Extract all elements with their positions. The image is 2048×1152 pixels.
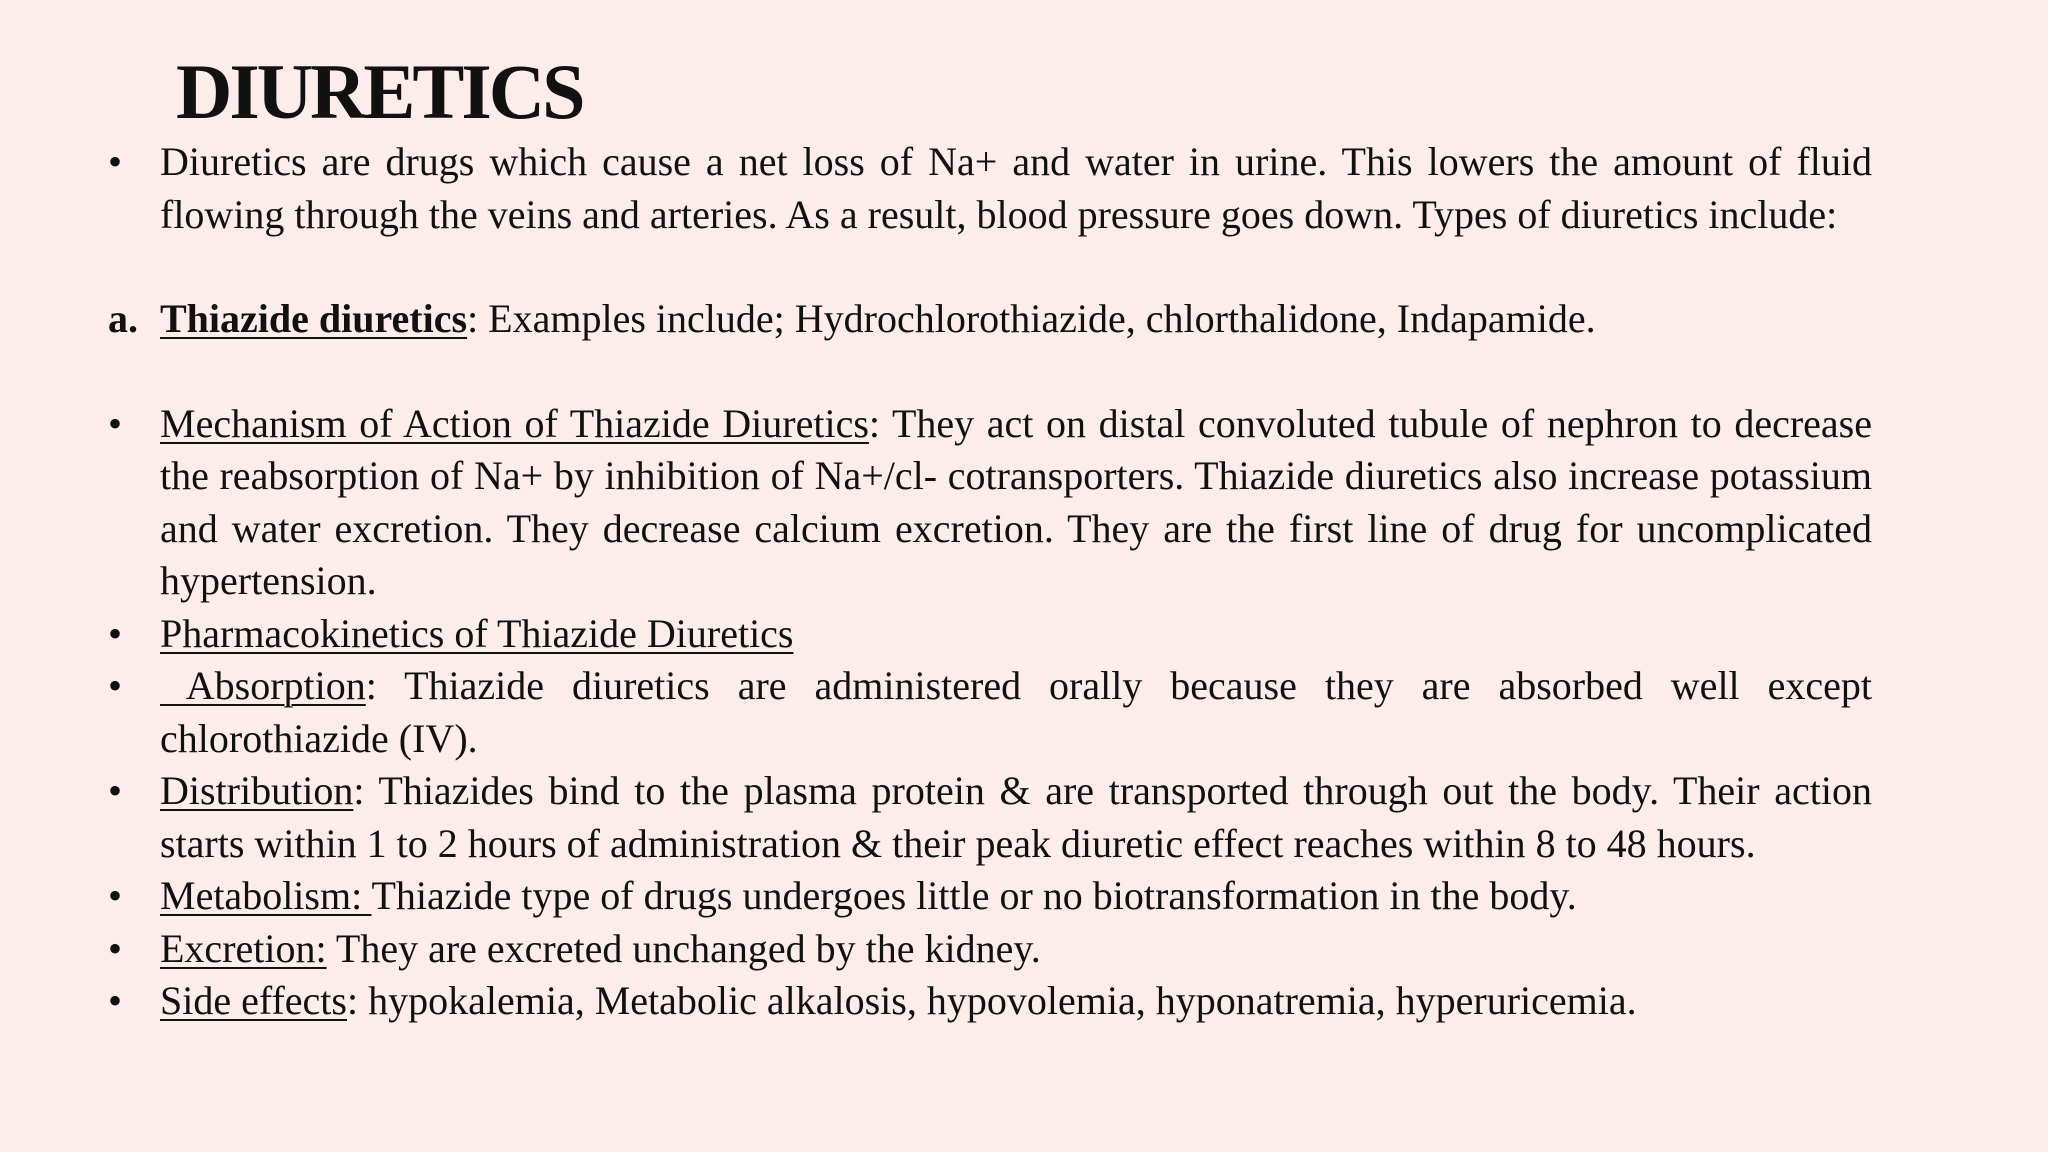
- slide-content: [108, 136, 1872, 1028]
- absorption-bullet-item: [108, 660, 1872, 765]
- distribution-label: Distribution: [160, 768, 354, 813]
- thiazide-examples-text: : Examples include; Hydrochlorothiazide, chlorthalidone, Indapamide.: [467, 296, 1596, 341]
- bullet-icon: •: [108, 610, 123, 656]
- excretion-text: They are excreted unchanged by the kidney.: [326, 925, 1041, 971]
- mechanism-bullet-item: [108, 398, 1872, 608]
- bullet-icon: •: [108, 978, 123, 1023]
- side-effects-label: Side effects: [160, 978, 347, 1023]
- pharmacokinetics-label: Pharmacokinetics of Thiazide Diuretics: [160, 610, 794, 656]
- thiazide-diuretics-label: Thiazide diuretics: [160, 296, 468, 341]
- metabolism-bullet-item: [108, 870, 1872, 923]
- bullet-icon: •: [108, 663, 123, 708]
- slide-title: DIURETICS: [176, 48, 583, 135]
- mechanism-text: : They act on distal convoluted tubule of nephron to decrease the reabsorption of Na+ by inhibition of Na+/cl- cotransporters. Thiazide diuretics also increase potassium and water excretion. They decrease calcium excretion. They are the first line of drug for uncomplicated hypertension.: [160, 400, 1872, 603]
- excretion-label: Excretion:: [160, 925, 327, 971]
- metabolism-label: Metabolism:: [160, 873, 372, 918]
- bullet-icon: •: [108, 139, 123, 184]
- side-effects-bullet-item: [108, 975, 1872, 1028]
- thiazide-type-item: [108, 293, 1872, 346]
- metabolism-text: Thiazide type of drugs undergoes little or no biotransformation in the body.: [371, 873, 1577, 918]
- mechanism-label: Mechanism of Action of Thiazide Diuretics: [160, 400, 869, 446]
- side-effects-text: : hypokalemia, Metabolic alkalosis, hypovolemia, hyponatremia, hyperuricemia.: [346, 978, 1637, 1023]
- pharmacokinetics-bullet-item: [108, 608, 1872, 661]
- absorption-text: : Thiazide diuretics are administered orally because they are absorbed well except chlorothiazide (IV).: [160, 663, 1872, 761]
- intro-bullet-item: [108, 136, 1872, 241]
- bullet-icon: •: [108, 925, 123, 971]
- distribution-text: : Thiazides bind to the plasma protein & are transported through out the body. Their action starts within 1 to 2 hours of administration & their peak diuretic effect reaches within 8 to 48 hours.: [160, 768, 1872, 866]
- distribution-bullet-item: [108, 765, 1872, 870]
- bullet-icon: •: [108, 768, 123, 813]
- bullet-icon: •: [108, 873, 123, 918]
- absorption-label: Absorption: [160, 663, 366, 708]
- bullet-icon: •: [108, 400, 123, 446]
- intro-text: Diuretics are drugs which cause a net loss of Na+ and water in urine. This lowers the amount of fluid flowing through the veins and arteries. As a result, blood pressure goes down. Types of diuretics include:: [160, 139, 1872, 237]
- excretion-bullet-item: [108, 923, 1872, 976]
- list-marker-a: a.: [108, 296, 138, 341]
